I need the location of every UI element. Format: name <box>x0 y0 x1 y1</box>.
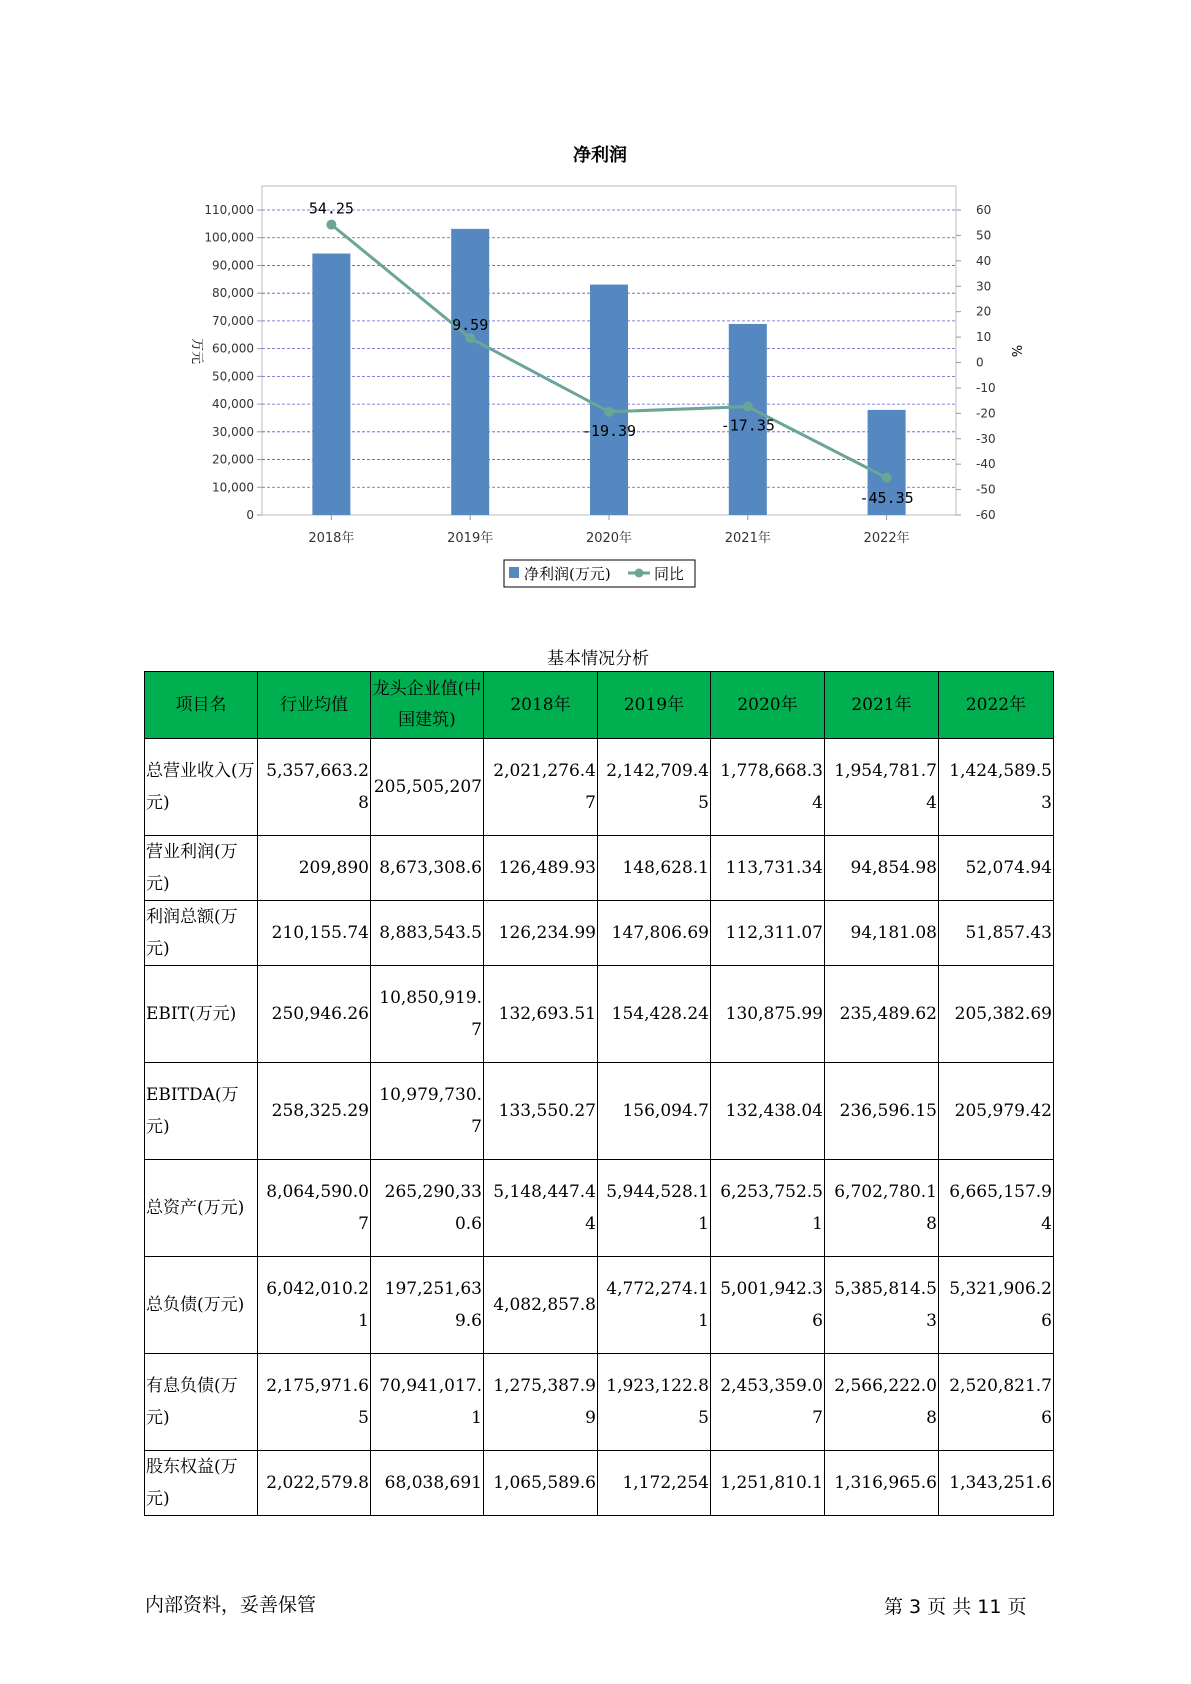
table-cell: 8,673,308.6 <box>371 836 484 901</box>
table-cell: 5,357,663.28 <box>258 739 371 836</box>
table-cell: 51,857.43 <box>939 901 1054 966</box>
table-header-cell: 2022年 <box>939 672 1054 739</box>
table-cell: 5,944,528.11 <box>598 1160 711 1257</box>
table-cell: 2,142,709.45 <box>598 739 711 836</box>
table-cell: 4,082,857.8 <box>484 1257 598 1354</box>
chart-title: 净利润 <box>573 145 627 166</box>
y2-tick-label: 0 <box>976 355 984 370</box>
data-label: 54.25 <box>308 199 354 218</box>
table-cell: 1,923,122.85 <box>598 1354 711 1451</box>
y2-tick-label: 30 <box>976 279 992 294</box>
table-row <box>145 1257 1054 1354</box>
table-cell: 6,665,157.94 <box>939 1160 1054 1257</box>
table-row <box>145 836 1054 901</box>
table-cell: 1,424,589.53 <box>939 739 1054 836</box>
table-cell: 236,596.15 <box>825 1063 939 1160</box>
bar <box>312 254 350 515</box>
y-tick-label: 30,000 <box>212 424 254 439</box>
y2-tick-label: 60 <box>976 203 992 217</box>
table-cell: 2,021,276.47 <box>484 739 598 836</box>
table-cell: 4,772,274.11 <box>598 1257 711 1354</box>
legend <box>504 560 695 587</box>
table-row <box>145 901 1054 966</box>
table-cell: 235,489.62 <box>825 966 939 1063</box>
row-label-cell: EBITDA(万元) <box>145 1063 258 1160</box>
y2-axis-label: % <box>1008 344 1023 358</box>
table-row <box>145 1063 1054 1160</box>
table-cell: 6,042,010.21 <box>258 1257 371 1354</box>
table-cell: 112,311.07 <box>711 901 825 966</box>
y2-tick-label: -50 <box>976 482 996 497</box>
footer-page-number: 第 3 页 共 11 页 <box>884 1596 1027 1618</box>
bar <box>451 229 489 515</box>
y-tick-label: 10,000 <box>212 480 254 495</box>
y2-tick-label: 20 <box>976 304 992 319</box>
row-label-cell: 股东权益(万元) <box>145 1451 258 1516</box>
table-cell: 5,001,942.36 <box>711 1257 825 1354</box>
data-label: -19.39 <box>581 421 637 440</box>
table-cell: 126,234.99 <box>484 901 598 966</box>
table-cell: 1,275,387.99 <box>484 1354 598 1451</box>
table-cell: 8,064,590.07 <box>258 1160 371 1257</box>
table-header-cell: 2019年 <box>598 672 711 739</box>
table-row <box>145 966 1054 1063</box>
table-cell: 68,038,691 <box>371 1451 484 1516</box>
table-cell: 5,321,906.26 <box>939 1257 1054 1354</box>
legend-bar-label: 净利润(万元) <box>524 565 611 583</box>
x-tick-label: 2022年 <box>863 531 910 546</box>
y-tick-label: 80,000 <box>212 286 254 301</box>
line-point <box>604 407 614 417</box>
table-cell: 209,890 <box>258 836 371 901</box>
table-cell: 1,343,251.6 <box>939 1451 1054 1516</box>
table-row <box>145 1160 1054 1257</box>
line-point <box>882 473 892 483</box>
y2-tick-label: 10 <box>976 330 992 345</box>
row-label-cell: EBIT(万元) <box>145 966 258 1063</box>
legend-bar-swatch <box>509 567 519 578</box>
y-tick-label: 20,000 <box>212 452 254 467</box>
bar <box>590 285 628 515</box>
table-cell: 94,181.08 <box>825 901 939 966</box>
table-cell: 70,941,017.1 <box>371 1354 484 1451</box>
table-cell: 250,946.26 <box>258 966 371 1063</box>
table-cell: 2,566,222.08 <box>825 1354 939 1451</box>
table-row <box>145 1451 1054 1516</box>
y-tick-label: 110,000 <box>204 203 254 217</box>
row-label-cell: 有息负债(万元) <box>145 1354 258 1451</box>
data-label: -45.35 <box>859 488 914 507</box>
table-cell: 6,253,752.51 <box>711 1160 825 1257</box>
y2-tick-label: -20 <box>976 406 996 421</box>
table-cell: 205,979.42 <box>939 1063 1054 1160</box>
y-tick-label: 100,000 <box>204 230 254 245</box>
table-cell: 2,453,359.07 <box>711 1354 825 1451</box>
table-cell: 130,875.99 <box>711 966 825 1063</box>
y2-tick-label: -40 <box>976 457 996 472</box>
table-cell: 1,778,668.34 <box>711 739 825 836</box>
table-header-cell: 项目名 <box>145 672 258 739</box>
y2-tick-label: -60 <box>976 508 996 522</box>
table-header-cell: 行业均值 <box>258 672 371 739</box>
legend-line-marker <box>635 569 644 578</box>
x-tick-label: 2020年 <box>585 531 633 546</box>
x-tick-label: 2019年 <box>447 531 494 546</box>
table-row <box>145 1354 1054 1451</box>
y-tick-label: 60,000 <box>212 341 254 356</box>
y-axis-ticks <box>204 203 262 522</box>
table-header-cell: 龙头企业值(中国建筑) <box>371 672 484 739</box>
line-point <box>465 333 475 343</box>
y-tick-label: 40,000 <box>212 397 254 412</box>
net-profit-chart <box>0 0 1191 600</box>
table-cell: 5,148,447.44 <box>484 1160 598 1257</box>
table-cell: 2,022,579.8 <box>258 1451 371 1516</box>
table-cell: 265,290,330.6 <box>371 1160 484 1257</box>
table-cell: 205,505,207 <box>371 739 484 836</box>
x-tick-label: 2018年 <box>308 531 355 546</box>
table-cell: 147,806.69 <box>598 901 711 966</box>
table-cell: 6,702,780.18 <box>825 1160 939 1257</box>
table-cell: 10,979,730.7 <box>371 1063 484 1160</box>
y2-tick-label: -10 <box>976 380 996 395</box>
table-cell: 258,325.29 <box>258 1063 371 1160</box>
table-cell: 205,382.69 <box>939 966 1054 1063</box>
footer-confidential: 内部资料，妥善保管 <box>145 1594 317 1616</box>
table-cell: 10,850,919.7 <box>371 966 484 1063</box>
bar-series <box>312 229 905 515</box>
row-label-cell: 利润总额(万元) <box>145 901 258 966</box>
table-cell: 1,172,254 <box>598 1451 711 1516</box>
table-cell: 132,438.04 <box>711 1063 825 1160</box>
y-tick-label: 50,000 <box>212 369 254 384</box>
table-cell: 8,883,543.5 <box>371 901 484 966</box>
table-cell: 2,175,971.65 <box>258 1354 371 1451</box>
table-cell: 154,428.24 <box>598 966 711 1063</box>
table-cell: 94,854.98 <box>825 836 939 901</box>
table-cell: 148,628.1 <box>598 836 711 901</box>
line-point <box>326 220 336 230</box>
table-header-cell: 2020年 <box>711 672 825 739</box>
table-cell: 52,074.94 <box>939 836 1054 901</box>
legend-line-label: 同比 <box>654 565 685 583</box>
row-label-cell: 总营业收入(万元) <box>145 739 258 836</box>
y2-tick-label: 50 <box>976 228 992 243</box>
row-label-cell: 总资产(万元) <box>145 1160 258 1257</box>
table-cell: 1,065,589.6 <box>484 1451 598 1516</box>
table-cell: 156,094.7 <box>598 1063 711 1160</box>
row-label-cell: 总负债(万元) <box>145 1257 258 1354</box>
table-header-cell: 2021年 <box>825 672 939 739</box>
table-cell: 197,251,639.6 <box>371 1257 484 1354</box>
table-cell: 1,954,781.74 <box>825 739 939 836</box>
basic-analysis-table <box>144 671 1054 1516</box>
x-axis-ticks <box>308 515 909 546</box>
y-tick-label: 0 <box>246 508 254 522</box>
table-cell: 132,693.51 <box>484 966 598 1063</box>
line-point <box>743 402 753 412</box>
table-caption: 基本情况分析 <box>547 649 649 669</box>
table-header-cell: 2018年 <box>484 672 598 739</box>
data-label: -17.35 <box>720 416 775 435</box>
table-cell: 1,316,965.6 <box>825 1451 939 1516</box>
y-axis-label: 万元 <box>189 337 204 365</box>
table-cell: 113,731.34 <box>711 836 825 901</box>
y-tick-label: 70,000 <box>212 313 254 328</box>
table-cell: 210,155.74 <box>258 901 371 966</box>
table-cell: 1,251,810.1 <box>711 1451 825 1516</box>
y-tick-label: 90,000 <box>212 258 254 273</box>
y2-tick-label: 40 <box>976 253 992 268</box>
y2-axis-ticks <box>956 203 996 522</box>
table-header-row <box>145 672 1054 739</box>
table-row <box>145 739 1054 836</box>
table-cell: 2,520,821.76 <box>939 1354 1054 1451</box>
table-cell: 5,385,814.53 <box>825 1257 939 1354</box>
row-label-cell: 营业利润(万元) <box>145 836 258 901</box>
data-label: 9.59 <box>452 316 489 335</box>
y2-tick-label: -30 <box>976 431 996 446</box>
table-cell: 133,550.27 <box>484 1063 598 1160</box>
table-cell: 126,489.93 <box>484 836 598 901</box>
x-tick-label: 2021年 <box>724 531 771 546</box>
